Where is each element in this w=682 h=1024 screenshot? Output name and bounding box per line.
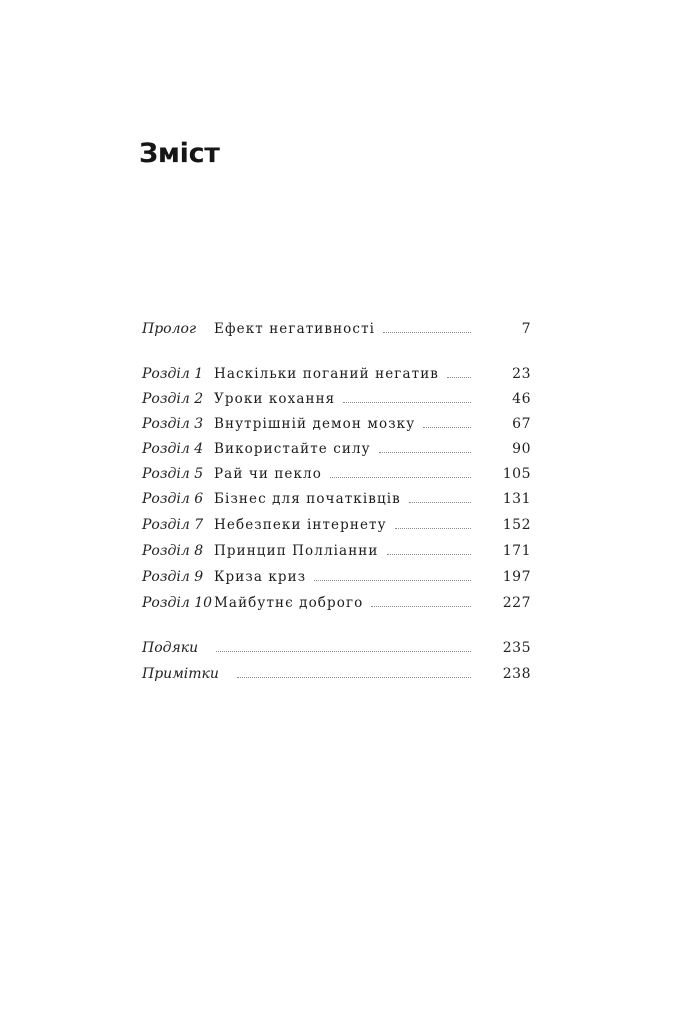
toc-entry-chapter-1[interactable]: [142, 363, 531, 385]
toc-entry-chapter-3[interactable]: [142, 413, 531, 435]
toc-entry-page: 131: [502, 491, 531, 507]
toc-entry-label: Розділ 2: [142, 391, 204, 407]
dot-leader: [343, 401, 471, 403]
toc-entry-page: 7: [521, 321, 531, 337]
dot-leader: [237, 676, 471, 678]
toc-entry-acknowledgements[interactable]: [142, 637, 531, 659]
toc-entry-page: 197: [502, 569, 531, 585]
toc-entry-page: 90: [512, 441, 531, 457]
toc-entry-page: 152: [502, 517, 531, 533]
toc-entry-chapter-5[interactable]: [142, 463, 531, 485]
toc-entry-chapter-4[interactable]: [142, 438, 531, 460]
toc-entry-chapter-8[interactable]: [142, 540, 531, 562]
toc-entry-label: Розділ 8: [142, 543, 204, 559]
toc-entry-label: Розділ 5: [142, 466, 204, 482]
toc-entry-chapter-6[interactable]: [142, 488, 531, 510]
toc-entry-notes[interactable]: [142, 663, 531, 685]
dot-leader: [447, 376, 471, 378]
toc-entry-title: Небезпеки інтернету: [214, 517, 387, 533]
dot-leader: [371, 605, 471, 607]
toc-entry-label: Розділ 4: [142, 441, 204, 457]
toc-entry-label: Розділ 9: [142, 569, 204, 585]
dot-leader: [395, 527, 471, 529]
toc-entry-title: Бізнес для початківців: [214, 491, 401, 507]
dot-leader: [330, 476, 471, 478]
toc-entry-title: Ефект негативності: [214, 321, 376, 337]
toc-entry-label: Пролог: [142, 321, 197, 337]
toc-entry-page: 23: [512, 366, 531, 382]
dot-leader: [216, 650, 471, 652]
toc-entry-label: Розділ 1: [142, 366, 204, 382]
page-title: Зміст: [139, 138, 220, 169]
toc-entry-label: Примітки: [142, 666, 219, 682]
toc-entry-chapter-9[interactable]: [142, 566, 531, 588]
dot-leader: [423, 426, 471, 428]
toc-entry-prologue[interactable]: [142, 318, 531, 340]
toc-entry-label: Розділ 6: [142, 491, 204, 507]
dot-leader: [383, 331, 471, 333]
toc-entry-title: Рай чи пекло: [214, 466, 322, 482]
toc-entry-page: 105: [502, 466, 531, 482]
toc-entry-page: 227: [502, 595, 531, 611]
dot-leader: [379, 451, 471, 453]
toc-entry-page: 238: [502, 666, 531, 682]
toc-entry-chapter-7[interactable]: [142, 514, 531, 536]
toc-entry-chapter-10[interactable]: [142, 592, 531, 614]
toc-entry-title: Принцип Полліанни: [214, 543, 379, 559]
dot-leader: [387, 553, 472, 555]
toc-entry-label: Розділ 10: [142, 595, 213, 611]
toc-entry-page: 171: [502, 543, 531, 559]
toc-entry-label: Розділ 7: [142, 517, 204, 533]
toc-entry-chapter-2[interactable]: [142, 388, 531, 410]
toc-entry-page: 67: [512, 416, 531, 432]
toc-entry-title: Майбутнє доброго: [214, 595, 364, 611]
toc-entry-title: Внутрішній демон мозку: [214, 416, 416, 432]
toc-entry-title: Наскільки поганий негатив: [214, 366, 439, 382]
dot-leader: [409, 501, 471, 503]
dot-leader: [314, 579, 471, 581]
toc-entry-label: Розділ 3: [142, 416, 204, 432]
toc-entry-title: Уроки кохання: [214, 391, 336, 407]
toc-entry-title: Криза криз: [214, 569, 307, 585]
toc-entry-title: Використайте силу: [214, 441, 371, 457]
toc-entry-page: 46: [512, 391, 531, 407]
toc-entry-page: 235: [502, 640, 531, 656]
toc-entry-label: Подяки: [142, 640, 199, 656]
